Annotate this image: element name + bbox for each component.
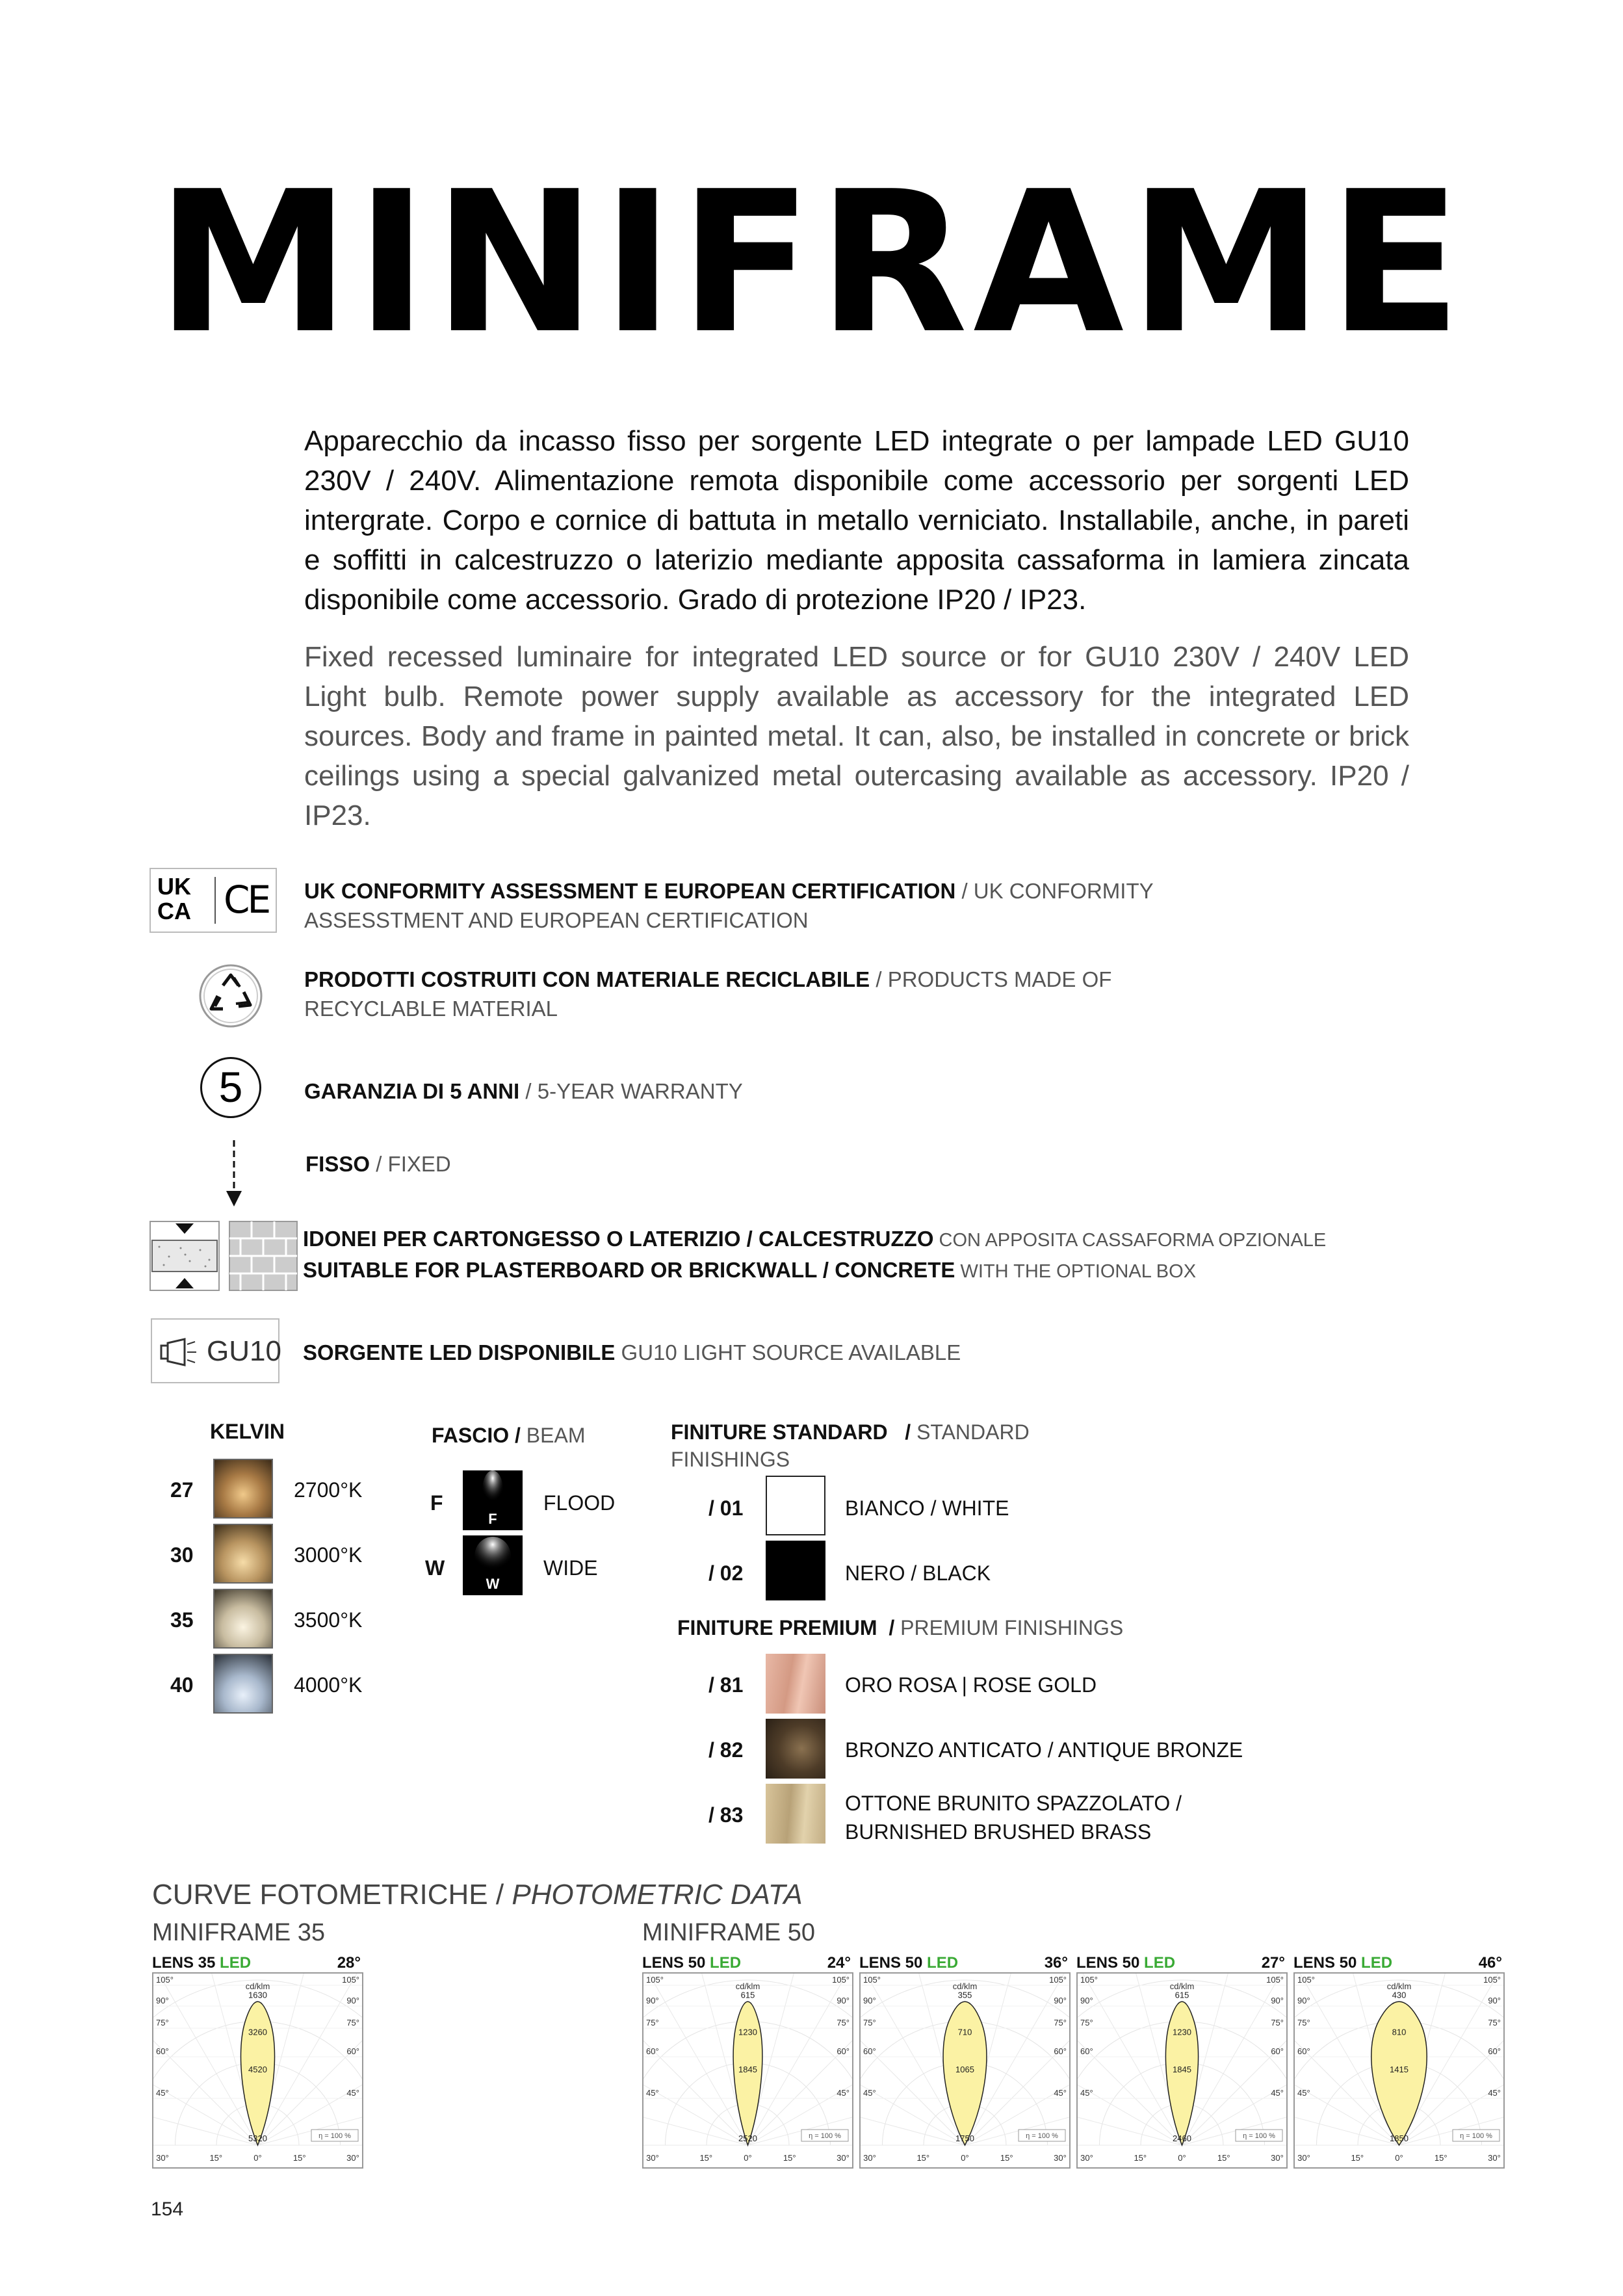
kelvin-code-27: 27 <box>170 1478 194 1502</box>
feature-fixed-bold: FISSO <box>305 1152 370 1176</box>
efficiency-label: η = 100 % <box>1243 2132 1275 2140</box>
angle-label-right: 105° <box>1483 1975 1501 1985</box>
chart-led-label: LED <box>1361 1954 1393 1972</box>
angle-label-right: 60° <box>837 2046 850 2056</box>
value-label: 1845 <box>1173 2064 1191 2074</box>
description-english: Fixed recessed luminaire for integrated LED source or for GU10 230V / 240V LED Light bulb. Remote power supply available as accessory for the integrated LED sources. Body and frame in painted metal. It can, also, be installed in concrete or brick ceilings using a special galvanized metal outercasing available as accessory. IP20 / IP23. <box>304 641 1409 831</box>
photometric-group-35: MINIFRAME 35 <box>152 1919 326 1946</box>
chart-header <box>642 1954 853 1972</box>
angle-label-left: 105° <box>863 1975 881 1985</box>
finish-code-82: / 82 <box>708 1738 744 1762</box>
chart-unit-label: cd/klm <box>952 1981 978 1991</box>
finish-premium-header-light: PREMIUM FINISHINGS <box>900 1616 1124 1639</box>
value-label: 3260 <box>248 2027 267 2037</box>
ukca-ce-icon <box>149 868 277 933</box>
grid-radial <box>643 2005 748 2145</box>
bottom-angle-label: 30° <box>863 2153 876 2163</box>
beam-code-f: F <box>430 1491 443 1515</box>
feature-fixed-light: FIXED <box>387 1152 451 1176</box>
feature-recycle-bold: PRODOTTI COSTRUITI CON MATERIALE RECICLABILE <box>304 967 870 991</box>
photometric-group-50: MINIFRAME 50 <box>642 1919 816 1946</box>
feature-mount-line1 <box>303 1224 1408 1255</box>
value-label: 810 <box>1392 2027 1407 2037</box>
feature-gu10-light: GU10 LIGHT SOURCE AVAILABLE <box>615 1340 961 1364</box>
value-label: 4520 <box>248 2064 267 2074</box>
chart-header <box>1293 1954 1505 1972</box>
bottom-angle-label: 15° <box>1351 2153 1364 2163</box>
chart-beam-angle: 27° <box>1261 1954 1285 1972</box>
chart-lens-title: LENS 35 <box>152 1954 220 1972</box>
angle-label-right: 90° <box>1271 1996 1284 2005</box>
angle-label-right: 90° <box>1488 1996 1501 2005</box>
chart-header <box>1076 1954 1288 1972</box>
bottom-angle-label: 0° <box>1395 2153 1403 2163</box>
finish-standard-header-light: STANDARD FINISHINGS <box>671 1420 1030 1471</box>
angle-label-right: 45° <box>1271 2088 1284 2098</box>
finish-premium-header-bold: FINITURE PREMIUM <box>677 1616 877 1639</box>
kelvin-label-30: 3000°K <box>294 1543 363 1567</box>
angle-label-left: 45° <box>1080 2088 1093 2098</box>
angle-label-left: 75° <box>1297 2018 1310 2028</box>
chart-led-label: LED <box>220 1954 252 1972</box>
angle-label-right: 90° <box>837 1996 850 2005</box>
polar-plot <box>1295 1974 1503 2167</box>
angle-label-left: 105° <box>156 1975 174 1985</box>
bottom-angle-label: 30° <box>1297 2153 1310 2163</box>
chart-unit-label: cd/klm <box>1169 1981 1195 1991</box>
angle-label-left: 105° <box>1080 1975 1098 1985</box>
value-label: 1230 <box>738 2027 757 2037</box>
bottom-angle-label: 15° <box>292 2153 306 2163</box>
kelvin-swatch-40 <box>213 1654 273 1714</box>
value-label: 615 <box>1175 1990 1189 2000</box>
beam-code-w: W <box>425 1556 445 1580</box>
bottom-angle-label: 15° <box>209 2153 223 2163</box>
bottom-angle-label: 15° <box>916 2153 930 2163</box>
finish-swatch-black <box>766 1541 825 1600</box>
chart-lens-title: LENS 50 <box>1076 1954 1145 1972</box>
value-label: 1065 <box>955 2064 974 2074</box>
finish-code-83: / 83 <box>708 1803 744 1827</box>
gu10-icon <box>151 1318 279 1383</box>
angle-label-left: 60° <box>156 2046 169 2056</box>
bottom-angle-label: 0° <box>253 2153 262 2163</box>
feature-warranty-text <box>304 1076 1247 1106</box>
chart-beam-angle: 28° <box>337 1954 361 1972</box>
chart-led-label: LED <box>1144 1954 1176 1972</box>
finish-label-white: BIANCO / WHITE <box>845 1496 1009 1520</box>
value-label: 615 <box>740 1990 755 2000</box>
angle-label-right: 105° <box>1049 1975 1067 1985</box>
bottom-angle-label: 30° <box>837 2153 850 2163</box>
angle-label-left: 60° <box>646 2046 659 2056</box>
chart-led-label: LED <box>710 1954 742 1972</box>
value-label: 1630 <box>248 1990 267 2000</box>
fixed-arrow-icon <box>221 1139 247 1210</box>
finish-swatch-rose-gold <box>766 1654 825 1714</box>
polar-plot <box>1078 1974 1286 2167</box>
efficiency-label: η = 100 % <box>1460 2132 1492 2140</box>
value-label: 710 <box>957 2027 972 2037</box>
angle-label-left: 90° <box>1080 1996 1093 2005</box>
description-italian: Apparecchio da incasso fisso per sorgente LED integrate o per lampade LED GU10 230V / 240V. Alimentazione remota disponibile come accessorio per sorgenti LED intergrate. Corpo e cornice di battuta in metallo verniciato. Installabile, anche, in pareti e soffitti in calcestruzzo o laterizio mediante apposita cassaforma in lamiera zincata disponibile come accessorio. Grado di protezione IP20 / IP23. <box>304 425 1409 616</box>
feature-ukca-sep: / <box>955 879 974 903</box>
bottom-angle-label: 15° <box>783 2153 796 2163</box>
value-label: 1415 <box>1390 2064 1409 2074</box>
angle-label-left: 45° <box>646 2088 659 2098</box>
beam-wide-letter: W <box>486 1576 500 1592</box>
kelvin-label-40: 4000°K <box>294 1673 363 1697</box>
feature-warranty-light: 5-YEAR WARRANTY <box>537 1079 743 1103</box>
gu10-icon-label: GU10 <box>207 1335 281 1367</box>
feature-warranty-sep: / <box>519 1079 538 1103</box>
feature-recycle-light: PRODUCTS MADE OF RECYCLABLE MATERIAL <box>304 967 1112 1021</box>
angle-label-left: 105° <box>646 1975 664 1985</box>
value-label: 2520 <box>738 2133 757 2143</box>
bottom-angle-label: 15° <box>1134 2153 1147 2163</box>
ukca-ca-text: CA <box>157 898 191 924</box>
angle-label-left: 75° <box>646 2018 659 2028</box>
bottom-angle-label: 30° <box>346 2153 359 2163</box>
bottom-angle-label: 0° <box>961 2153 969 2163</box>
finish-swatch-brushed-brass <box>766 1784 825 1844</box>
photometric-chart <box>1076 1972 1288 2169</box>
feature-ukca-light: UK CONFORMITY ASSESSTMENT AND EUROPEAN CERTIFICATION <box>304 879 1154 932</box>
bottom-angle-label: 30° <box>1271 2153 1284 2163</box>
feature-gu10-text <box>303 1338 1245 1367</box>
plasterboard-icon <box>149 1221 220 1291</box>
photometric-title-it: CURVE FOTOMETRICHE / <box>152 1879 512 1911</box>
chart-beam-angle: 24° <box>827 1954 851 1972</box>
chart-unit-label: cd/klm <box>1386 1981 1412 1991</box>
angle-label-left: 75° <box>156 2018 169 2028</box>
angle-label-right: 105° <box>342 1975 359 1985</box>
brickwall-icon <box>229 1221 298 1291</box>
bottom-angle-label: 15° <box>699 2153 713 2163</box>
finish-premium-header: FINITURE PREMIUM / PREMIUM FINISHINGS <box>677 1616 1124 1639</box>
angle-label-left: 45° <box>863 2088 876 2098</box>
finish-label-antique-bronze: BRONZO ANTICATO / ANTIQUE BRONZE <box>845 1738 1243 1762</box>
angle-label-left: 60° <box>863 2046 876 2056</box>
value-label: 1750 <box>955 2133 974 2143</box>
angle-label-left: 90° <box>1297 1996 1310 2005</box>
finish-standard-header-bold: FINITURE STANDARD <box>671 1420 888 1444</box>
feature-mount-line1-light: CON APPOSITA CASSAFORMA OPZIONALE <box>933 1230 1327 1251</box>
efficiency-label: η = 100 % <box>1026 2132 1058 2140</box>
kelvin-label-35: 3500°K <box>294 1608 363 1632</box>
angle-label-left: 105° <box>1297 1975 1315 1985</box>
photometric-chart <box>859 1972 1071 2169</box>
angle-label-right: 75° <box>837 2018 850 2028</box>
beam-header: FASCIO / BEAM <box>432 1424 586 1447</box>
ukca-divider <box>214 877 216 924</box>
ce-mark: CE <box>224 878 269 922</box>
feature-recycle-sep: / <box>870 967 888 991</box>
bottom-angle-label: 15° <box>1000 2153 1013 2163</box>
value-label: 430 <box>1392 1990 1407 2000</box>
chart-header <box>859 1954 1071 1972</box>
kelvin-code-30: 30 <box>170 1543 194 1567</box>
beam-header-light: BEAM <box>526 1424 586 1447</box>
finish-label-black: NERO / BLACK <box>845 1561 991 1585</box>
angle-label-right: 75° <box>1488 2018 1501 2028</box>
kelvin-header: KELVIN <box>210 1420 285 1443</box>
angle-label-right: 105° <box>1266 1975 1284 1985</box>
feature-mount-line2 <box>303 1255 1408 1286</box>
beam-header-bold: FASCIO <box>432 1424 510 1447</box>
angle-label-left: 45° <box>156 2088 169 2098</box>
beam-wide-icon <box>463 1535 523 1595</box>
value-label: 5320 <box>248 2133 267 2143</box>
angle-label-right: 45° <box>346 2088 359 2098</box>
chart-beam-angle: 46° <box>1478 1954 1502 1972</box>
chart-lens-title: LENS 50 <box>859 1954 928 1972</box>
recycle-icon <box>198 963 263 1028</box>
finish-standard-header: FINITURE STANDARD / STANDARD FINISHINGS <box>671 1420 1030 1471</box>
polar-plot <box>861 1974 1069 2167</box>
angle-label-left: 60° <box>1080 2046 1093 2056</box>
feature-mount-text <box>303 1224 1408 1286</box>
feature-ukca-bold: UK CONFORMITY ASSESSMENT E EUROPEAN CERTIFICATION <box>304 879 956 903</box>
angle-label-right: 60° <box>1488 2046 1501 2056</box>
feature-ukca-text <box>304 876 1247 935</box>
photometric-chart <box>152 1972 363 2169</box>
angle-label-right: 105° <box>832 1975 850 1985</box>
feature-mount-line2-bold: SUITABLE FOR PLASTERBOARD OR BRICKWALL / CONCRETE <box>303 1258 955 1282</box>
beam-label-flood: FLOOD <box>543 1491 616 1515</box>
photometric-title <box>152 1879 803 1911</box>
bottom-angle-label: 30° <box>156 2153 169 2163</box>
angle-label-right: 45° <box>1054 2088 1067 2098</box>
bottom-angle-label: 30° <box>1488 2153 1501 2163</box>
value-label: 1850 <box>1390 2133 1409 2143</box>
angle-label-left: 90° <box>646 1996 659 2005</box>
value-label: 1845 <box>738 2064 757 2074</box>
chart-unit-label: cd/klm <box>735 1981 760 1991</box>
bottom-angle-label: 15° <box>1434 2153 1448 2163</box>
feature-recycle-text <box>304 965 1247 1023</box>
beam-flood-letter: F <box>488 1511 497 1527</box>
polar-plot <box>153 1974 362 2167</box>
kelvin-label-27: 2700°K <box>294 1478 363 1502</box>
ukca-uk-text: UK <box>157 873 191 900</box>
efficiency-label: η = 100 % <box>809 2132 841 2140</box>
feature-fixed-sep: / <box>370 1152 388 1176</box>
chart-header <box>152 1954 363 1972</box>
angle-label-left: 45° <box>1297 2088 1310 2098</box>
photometric-title-en: PHOTOMETRIC DATA <box>512 1879 803 1911</box>
angle-label-right: 75° <box>346 2018 359 2028</box>
value-label: 1230 <box>1173 2027 1191 2037</box>
ukca-mark <box>157 874 191 924</box>
page-title: MINIFRAME <box>156 150 1467 376</box>
bulb-icon <box>159 1337 198 1368</box>
chart-beam-angle: 36° <box>1044 1954 1068 1972</box>
value-label: 2460 <box>1173 2133 1191 2143</box>
kelvin-code-35: 35 <box>170 1608 194 1632</box>
value-label: 355 <box>957 1990 972 2000</box>
finish-label-brass-line1: OTTONE BRUNITO SPAZZOLATO / <box>845 1792 1182 1815</box>
feature-warranty-bold: GARANZIA DI 5 ANNI <box>304 1079 520 1103</box>
bottom-angle-label: 15° <box>1217 2153 1230 2163</box>
finish-code-81: / 81 <box>708 1673 744 1697</box>
angle-label-right: 45° <box>837 2088 850 2098</box>
chart-lens-title: LENS 50 <box>1293 1954 1362 1972</box>
angle-label-right: 75° <box>1271 2018 1284 2028</box>
beam-flood-icon <box>463 1470 523 1530</box>
grid-radial <box>643 2094 748 2145</box>
efficiency-label: η = 100 % <box>318 2132 351 2140</box>
finish-label-brushed-brass <box>845 1789 1182 1846</box>
feature-fixed-text <box>305 1149 1248 1179</box>
angle-label-right: 45° <box>1488 2088 1501 2098</box>
photometric-chart <box>1293 1972 1505 2169</box>
finish-label-rose-gold: ORO ROSA | ROSE GOLD <box>845 1673 1097 1697</box>
finish-code-02: / 02 <box>708 1561 744 1585</box>
angle-label-right: 90° <box>1054 1996 1067 2005</box>
angle-label-left: 60° <box>1297 2046 1310 2056</box>
page-number: 154 <box>151 2198 184 2220</box>
chart-unit-label: cd/klm <box>245 1981 270 1991</box>
bottom-angle-label: 30° <box>1054 2153 1067 2163</box>
bottom-angle-label: 0° <box>744 2153 752 2163</box>
photometric-chart <box>642 1972 853 2169</box>
angle-label-right: 60° <box>346 2046 359 2056</box>
angle-label-right: 60° <box>1054 2046 1067 2056</box>
kelvin-swatch-35 <box>213 1589 273 1649</box>
angle-label-left: 90° <box>863 1996 876 2005</box>
finish-code-01: / 01 <box>708 1496 744 1520</box>
bottom-angle-label: 30° <box>1080 2153 1093 2163</box>
grid-radial <box>153 2094 258 2145</box>
grid-radial <box>1078 2094 1182 2145</box>
angle-label-left: 90° <box>156 1996 169 2005</box>
angle-label-right: 75° <box>1054 2018 1067 2028</box>
finish-swatch-white <box>766 1476 825 1535</box>
kelvin-swatch-27 <box>213 1459 273 1519</box>
finish-swatch-antique-bronze <box>766 1719 825 1779</box>
finish-label-brass-line2: BURNISHED BRUSHED BRASS <box>845 1820 1152 1844</box>
chart-lens-title: LENS 50 <box>642 1954 710 1972</box>
angle-label-left: 75° <box>1080 2018 1093 2028</box>
feature-gu10-bold: SORGENTE LED DISPONIBILE <box>303 1340 616 1364</box>
beam-label-wide: WIDE <box>543 1556 598 1580</box>
warranty-5-icon: 5 <box>200 1057 261 1118</box>
angle-label-left: 75° <box>863 2018 876 2028</box>
kelvin-code-40: 40 <box>170 1673 194 1697</box>
bottom-angle-label: 30° <box>646 2153 659 2163</box>
kelvin-swatch-30 <box>213 1524 273 1584</box>
feature-mount-line2-light: WITH THE OPTIONAL BOX <box>955 1261 1197 1282</box>
chart-led-label: LED <box>927 1954 959 1972</box>
angle-label-right: 60° <box>1271 2046 1284 2056</box>
polar-plot <box>643 1974 852 2167</box>
grid-radial <box>643 2046 748 2145</box>
angle-label-right: 90° <box>346 1996 359 2005</box>
bottom-angle-label: 0° <box>1178 2153 1186 2163</box>
feature-mount-line1-bold: IDONEI PER CARTONGESSO O LATERIZIO / CALCESTRUZZO <box>303 1227 934 1251</box>
